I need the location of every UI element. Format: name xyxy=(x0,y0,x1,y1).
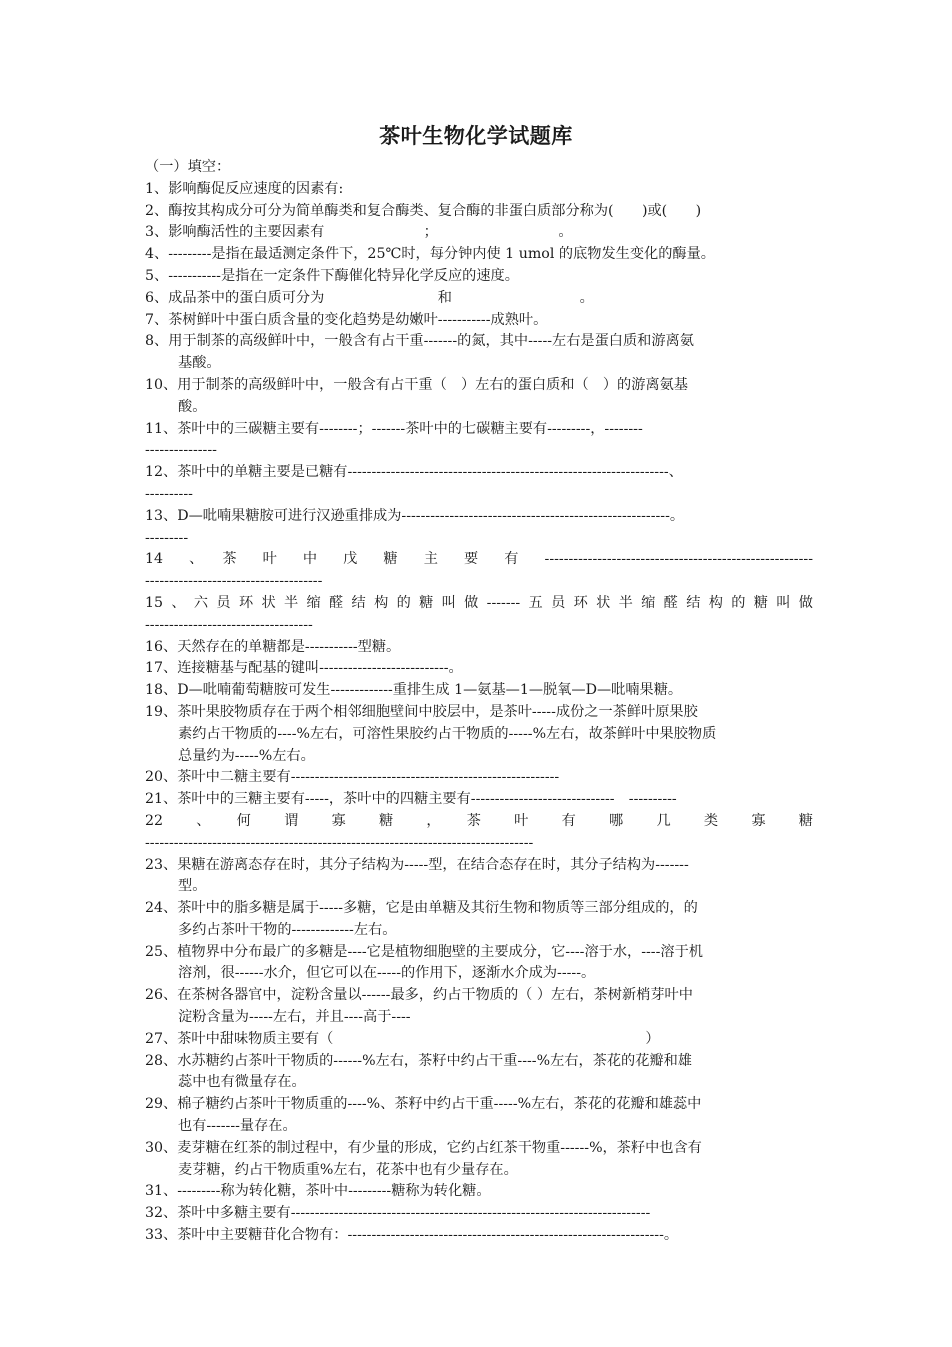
question-line: 15、六员环状半缩醛结构的糖叫做-------五员环状半缩醛结构的糖叫做 xyxy=(145,594,813,611)
question-line: 21、茶叶中的三糖主要有-----，茶叶中的四糖主要有------------------------------ ---------- xyxy=(145,791,677,808)
page-title: 茶叶生物化学试题库 xyxy=(379,124,573,148)
question-continuation-line: 淀粉含量为-----左右，并且----高于---- xyxy=(178,1009,411,1026)
question-line: 30、麦芽糖在红茶的制过程中，有少量的形成，它约占红茶干物重------%，茶籽中也含有 xyxy=(145,1139,702,1156)
question-line: 13、D—吡喃果糖胺可进行汉逊重排成为--------------------------------------------------------。 xyxy=(145,507,685,524)
question-line: 6、成品茶中的蛋白质可分为 和 。 xyxy=(145,289,594,306)
question-continuation-line: 溶剂，很------水介，但它可以在-----的作用下，逐渐水介成为-----。 xyxy=(178,965,596,982)
question-line: 23、果糖在游离态存在时，其分子结构为-----型，在结合态存在时，其分子结构为------- xyxy=(145,856,689,873)
question-line: 20、茶叶中二糖主要有-------------------------------------------------------- xyxy=(145,769,560,786)
question-line: 28、水苏糖约占茶叶干物质的------%左右，茶籽中约占干重----%左右，茶花的花瓣和雄 xyxy=(145,1052,692,1069)
question-line: 19、茶叶果胶物质存在于两个相邻细胞壁间中胶层中，是茶叶-----成份之一茶鲜叶原果胶 xyxy=(145,703,698,720)
question-line: --------- xyxy=(145,529,189,546)
question-line: 3、影响酶活性的主要因素有 ； 。 xyxy=(145,224,573,241)
question-line: 7、茶树鲜叶中蛋白质含量的变化趋势是幼嫩叶-----------成熟叶。 xyxy=(145,311,548,328)
question-line: 14 、 茶 叶 中 戊 糖 主 要 有 -------------------------------------------------------- xyxy=(145,551,813,568)
question-line: 33、茶叶中主要糖苷化合物有：------------------------------------------------------------------。 xyxy=(145,1227,679,1244)
question-line: 5、-----------是指在一定条件下酶催化特异化学反应的速度。 xyxy=(145,267,519,284)
question-line: 16、天然存在的单糖都是-----------型糖。 xyxy=(145,638,401,655)
question-continuation-line: 也有-------量存在。 xyxy=(178,1118,297,1135)
question-line: 18、D—吡喃葡萄糖胺可发生-------------重排生成 1—氨基—1—脱氧—D—吡喃果糖。 xyxy=(145,682,683,699)
question-line: 8、用于制茶的高级鲜叶中，一般含有占干重-------的氮，其中-----左右是蛋白质和游离氨 xyxy=(145,333,694,350)
question-continuation-line: 基酸。 xyxy=(178,355,221,372)
question-continuation-line: 总量约为-----%左右。 xyxy=(178,747,315,764)
question-line: 26、在茶树各器官中，淀粉含量以------最多，约占干物质的（ ）左右，茶树新梢芽叶中 xyxy=(145,987,693,1004)
question-continuation-line: 麦芽糖，约占干物质重%左右，花茶中也有少量存在。 xyxy=(178,1161,518,1178)
question-line: --------------------------------------------------------------------------------- xyxy=(145,834,534,851)
question-line: 4、---------是指在最适测定条件下，25℃时，每分钟内使 1 umol 的底物发生变化的酶量。 xyxy=(145,246,715,263)
question-continuation-line: 多约占茶叶干物的-------------左右。 xyxy=(178,921,397,938)
question-line: --------------- xyxy=(145,442,217,459)
question-line: 10、用于制茶的高级鲜叶中，一般含有占干重（ ）左右的蛋白质和（ ）的游离氨基 xyxy=(145,376,688,393)
question-line: 32、茶叶中多糖主要有--------------------------------------------------------------------------- xyxy=(145,1205,651,1222)
question-line: 27、茶叶中甜味物质主要有（ ） xyxy=(145,1030,660,1047)
question-line: 11、茶叶中的三碳糖主要有--------；-------茶叶中的七碳糖主要有---------，-------- xyxy=(145,420,643,437)
question-line: （一）填空： xyxy=(145,159,231,175)
question-continuation-line: 蕊中也有微量存在。 xyxy=(178,1074,306,1091)
question-continuation-line: 型。 xyxy=(178,878,207,895)
question-line: ---------- xyxy=(145,485,193,502)
question-line: ------------------------------------- xyxy=(145,573,323,590)
question-line: 24、茶叶中的脂多糖是属于-----多糖，它是由单糖及其衍生物和物质等三部分组成的，的 xyxy=(145,900,698,917)
question-line: 29、棉子糖约占茶叶干物质重的----%、茶籽中约占干重-----%左右，茶花的花瓣和雄蕊中 xyxy=(145,1096,702,1113)
question-list xyxy=(145,157,813,1247)
question-line: 25、植物界中分布最广的多糖是----它是植物细胞壁的主要成分，它----溶于水，----溶于机 xyxy=(145,943,703,960)
question-line: 12、茶叶中的单糖主要是已糖有-------------------------------------------------------------------、 xyxy=(145,464,683,481)
question-continuation-line: 素约占干物质的----%左右，可溶性果胶约占干物质的-----%左右，故茶鲜叶中果胶物质 xyxy=(178,725,717,742)
question-line: 22 、 何 谓 寡 糖 ， 茶 叶 有 哪 几 类 寡 糖 xyxy=(145,812,813,829)
question-line: ----------------------------------- xyxy=(145,616,313,633)
question-line: 1、影响酶促反应速度的因素有: xyxy=(145,180,344,197)
question-line: 17、连接糖基与配基的键叫---------------------------。 xyxy=(145,660,463,677)
question-line: 2、酶按其构成分可分为简单酶类和复合酶类、复合酶的非蛋白质部分称为( )或( ) xyxy=(145,202,702,219)
question-line: 31、---------称为转化糖，茶叶中---------糖称为转化糖。 xyxy=(145,1183,491,1200)
question-continuation-line: 酸。 xyxy=(178,398,207,415)
